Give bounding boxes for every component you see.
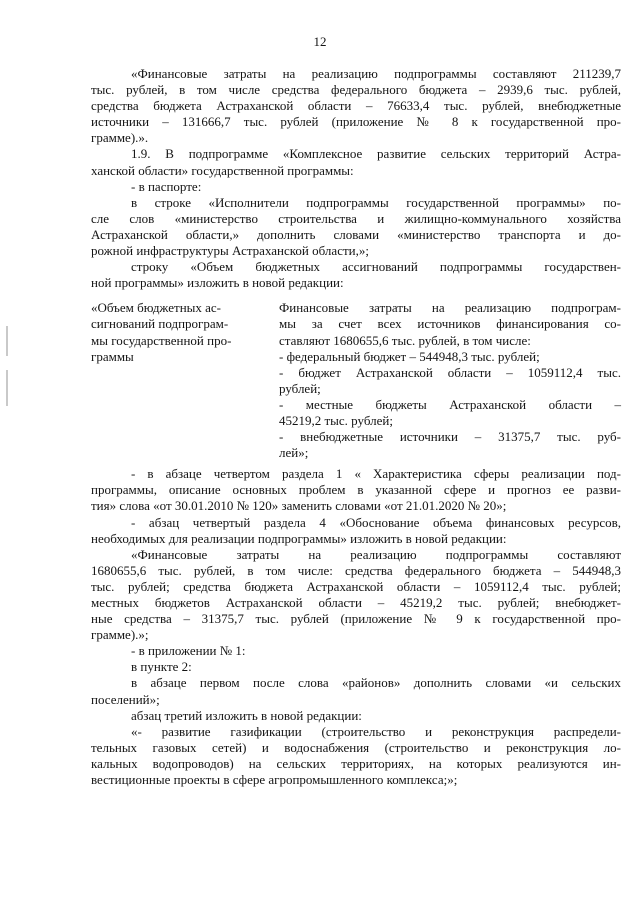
table-value-line: 45219,2 тыс. рублей;	[279, 412, 393, 428]
text-line: ной программы» изложить в новой редакции:	[91, 275, 344, 291]
table-label-line: мы государственной про-	[91, 332, 232, 348]
text-line: в строке «Исполнители подпрограммы государственной программы» по-	[131, 194, 621, 210]
table-value-line: - бюджет Астраханской области – 1059112,4 тыс.	[279, 364, 621, 380]
text-line: грамме).».	[91, 130, 149, 146]
table-value-line: лей»;	[279, 445, 309, 461]
text-line: рожной инфраструктуры Астраханской области,»;	[91, 243, 369, 259]
table-value-line: мы за счет всех источников финансирования со-	[279, 316, 621, 332]
text-line: в абзаце первом после слова «районов» дополнить словами «и сельских	[131, 675, 621, 691]
scan-margin-mark	[6, 370, 8, 406]
budget-table-value-cell	[279, 300, 621, 461]
text-line: «Финансовые затраты на реализацию подпрограммы составляют	[131, 546, 621, 562]
text-line: тельных газовых сетей) и водоснабжения (строительство и реконструкция ло-	[91, 739, 621, 755]
text-line: - в приложении № 1:	[131, 643, 246, 659]
text-line: абзац третий изложить в новой редакции:	[131, 707, 362, 723]
text-line: поселений»;	[91, 691, 160, 707]
table-label-line: граммы	[91, 348, 134, 364]
text-line: строку «Объем бюджетных ассигнований подпрограммы государствен-	[131, 259, 621, 275]
text-line: необходимых для реализации подпрограммы» изложить в новой редакции:	[91, 530, 507, 546]
text-line: 1.9. В подпрограмме «Комплексное развитие сельских территорий Астра-	[131, 146, 621, 162]
text-line: 1680655,6 тыс. рублей, в том числе: средства федерального бюджета – 544948,3	[91, 562, 621, 578]
text-line: кальных водопроводов) на сельских территориях, на которых реализуются ин-	[91, 755, 621, 771]
table-value-line: Финансовые затраты на реализацию подпрограм-	[279, 300, 621, 316]
budget-table	[91, 300, 621, 461]
text-line: тыс. рублей, в том числе средства федерального бюджета – 2939,6 тыс. рублей,	[91, 82, 621, 98]
text-line: программы, описание основных проблем в указанной сфере и прогноз ее разви-	[91, 482, 621, 498]
text-line: средства бюджета Астраханской области – 76633,4 тыс. рублей, внебюджетные	[91, 98, 621, 114]
table-label-line: «Объем бюджетных ас-	[91, 300, 221, 316]
document-body	[91, 66, 621, 788]
text-line: ханской области» государственной программы:	[91, 162, 354, 178]
text-line: «- развитие газификации (строительство и реконструкция распредели-	[131, 723, 621, 739]
text-line: - в паспорте:	[131, 178, 202, 194]
page-number: 12	[313, 34, 327, 49]
scan-margin-mark	[6, 326, 8, 356]
text-line: местных бюджетов Астраханской области – 45219,2 тыс. рублей; внебюджет-	[91, 595, 621, 610]
text-line: грамме).»;	[91, 627, 149, 643]
text-line: источники – 131666,7 тыс. рублей (приложение № 8 к государственной про-	[91, 114, 621, 130]
text-line: ные средства – 31375,7 тыс. рублей (приложение № 9 к государственной про-	[91, 611, 621, 627]
text-line: тия» слова «от 30.01.2010 № 120» заменить словами «от 21.01.2020 № 20»;	[91, 498, 507, 514]
table-value-line: ставляют 1680655,6 тыс. рублей, в том числе:	[279, 332, 531, 348]
text-line: - в абзаце четвертом раздела 1 « Характеристика сферы реализации под-	[131, 466, 621, 482]
table-value-line: - местные бюджеты Астраханской области –	[279, 396, 621, 412]
text-line: в пункте 2:	[131, 659, 192, 675]
text-line: - абзац четвертый раздела 4 «Обоснование объема финансовых ресурсов,	[131, 514, 621, 530]
table-value-line: рублей;	[279, 380, 321, 396]
text-line: «Финансовые затраты на реализацию подпрограммы составляют 211239,7	[131, 66, 621, 81]
table-value-line: - федеральный бюджет – 544948,3 тыс. рублей;	[279, 348, 540, 364]
text-line: сле слов «министерство строительства и жилищно-коммунального хозяйства	[91, 210, 621, 226]
budget-table-label-cell	[91, 300, 279, 461]
table-value-line: - внебюджетные источники – 31375,7 тыс. руб-	[279, 429, 621, 445]
text-line: тыс. рублей; средства бюджета Астраханской области – 1059112,4 тыс. рублей;	[91, 578, 621, 594]
text-line: вестиционные проекты в сфере агропромышленного комплекса;»;	[91, 772, 458, 788]
text-line: Астраханской области,» дополнить словами «министерство транспорта и до-	[91, 226, 621, 242]
table-label-line: сигнований подпрограм-	[91, 316, 229, 332]
